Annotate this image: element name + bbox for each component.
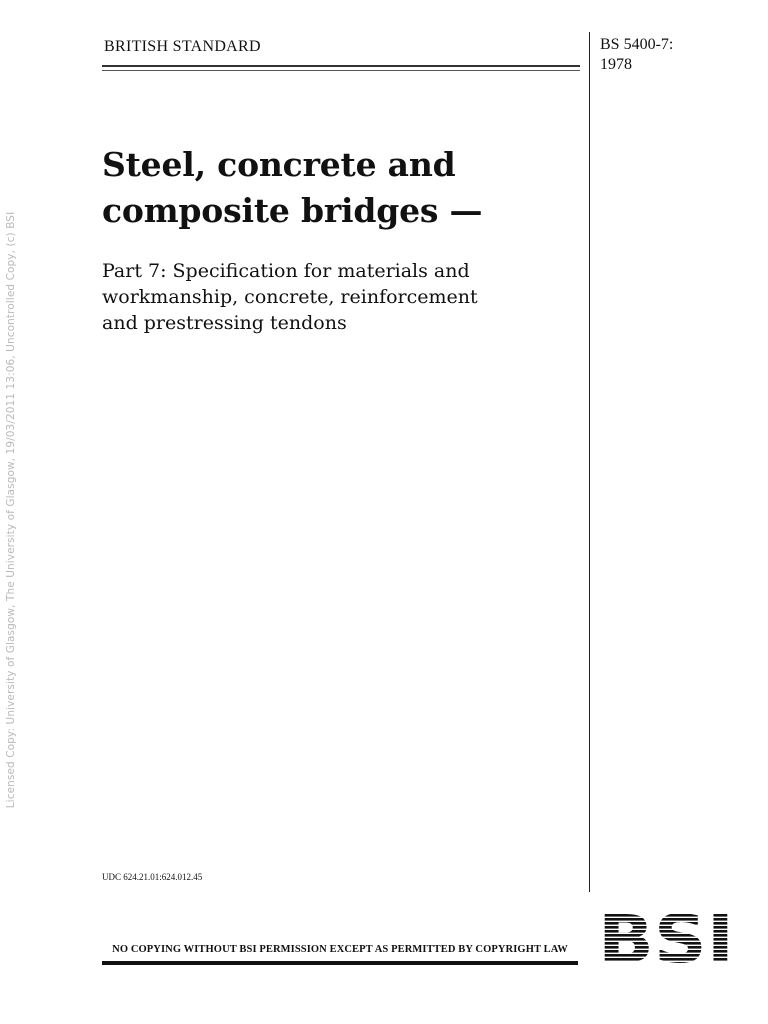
standard-series-label: BRITISH STANDARD xyxy=(104,38,261,55)
document-number-year: 1978 xyxy=(600,56,632,73)
document-number-code: BS 5400-7: xyxy=(600,36,674,53)
udc-code: UDC 624.21.01:624.012.45 xyxy=(102,872,203,882)
subtitle-line-2: workmanship, concrete, reinforcement xyxy=(102,286,478,308)
subtitle-line-3: and prestressing tendons xyxy=(102,312,347,334)
copyright-notice: NO COPYING WITHOUT BSI PERMISSION EXCEPT AS PERMITTED BY COPYRIGHT LAW xyxy=(112,944,568,955)
document-number xyxy=(600,35,750,75)
document-subtitle xyxy=(102,258,582,336)
licence-watermark xyxy=(0,0,22,1024)
header-rule-thin xyxy=(102,70,580,71)
document-title xyxy=(102,142,582,234)
bsi-logo xyxy=(596,906,736,964)
footer-rule xyxy=(102,961,578,965)
vertical-divider xyxy=(589,32,590,892)
title-line-2: composite bridges — xyxy=(102,191,483,230)
watermark-text: Licensed Copy: University of Glasgow, The University of Glasgow, 19/03/2011 13:06, Uncontrolled Copy, (c) BSI xyxy=(5,211,17,809)
title-line-1: Steel, concrete and xyxy=(102,145,456,184)
subtitle-line-1: Part 7: Specification for materials and xyxy=(102,260,470,282)
header-rule xyxy=(102,65,580,67)
